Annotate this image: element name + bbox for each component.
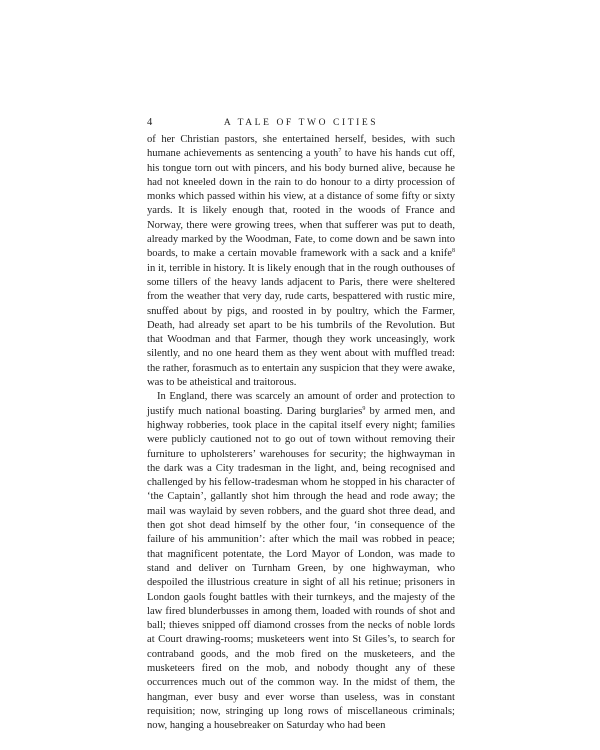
body-text xyxy=(147,133,455,733)
paragraph-1 xyxy=(147,133,455,390)
running-head xyxy=(147,116,455,130)
footnote-marker-9: 9 xyxy=(362,405,366,412)
page-number: 4 xyxy=(147,117,153,128)
footnote-marker-7: 7 xyxy=(338,148,342,155)
paragraph-2 xyxy=(147,390,455,733)
text-run: to have his hands cut off, his tongue torn out with pincers, and his body burned alive, because he had not kneeled down in the rain to do honour to a dirty procession of monks which passed within his view, at a distance of some fifty or sixty yards. It is likely enough that, rooted in the woods of France and Norway, there were growing trees, when that sufferer was put to death, already marked by the Woodman, Fate, to come down and be sawn into boards, to make a certain movable framework with a sack and a knife xyxy=(147,148,455,260)
text-run: In England, there was scarcely an amount of order and protection to justify much national boasting. Daring burglaries xyxy=(147,391,455,417)
footnote-marker-8: 8 xyxy=(452,248,455,255)
book-title: A TALE OF TWO CITIES xyxy=(223,118,379,128)
text-run: in it, terrible in history. It is likely enough that in the rough outhouses of some tillers of the heavy lands adjacent to Paris, there were sheltered from the weather that very day, rude carts, bespattered with rustic mire, snuffed about by pigs, and roosted in by poultry, which the Farmer, Death, had already set apart to be his tumbrils of the Revolution. But that Woodman and that Farmer, though they work unceasingly, work silently, and no one heard them as they went about with muffled tread: the rather, forasmuch as to entertain any suspicion that they were awake, was to be atheistical and traitorous. xyxy=(147,262,455,389)
text-run: of her Christian pastors, she entertained herself, besides, with such humane achievements as sentencing a youth xyxy=(147,134,455,160)
text-run: by armed men, and highway robberies, took place in the capital itself every night; families were publicly cautioned not to go out of town without removing their furniture to upholsterers’ warehouses for security; the highwayman in the dark was a City tradesman in the light, and, being recognised and challenged by his fellow-tradesman whom he stopped in his character of ‘the Captain’, gallantly shot him through the head and rode away; the mail was waylaid by seven robbers, and the guard shot three dead, and then got shot dead himself by the other four, ‘in consequence of the failure of his ammunition’: after which the mail was robbed in peace; that magnificent potentate, the Lord Mayor of London, was made to stand and deliver on Turnham Green, by one highwayman, who despoiled the illustrious creature in sight of all his retinue; prisoners in London gaols fought battles with their turnkeys, and the majesty of the law fired blunderbusses in among them, loaded with rounds of shot and ball; thieves snipped off diamond crosses from the necks of noble lords at Court drawing-rooms; musketeers went into St Giles’s, to search for contraband goods, and the mob fired on the musketeers, and the musketeers fired on the mob, and nobody thought any of these occurrences much out of the common way. In the midst of them, the hangman, ever busy and ever worse than useless, was in constant requisition; now, stringing up long rows of miscellaneous criminals; now, hanging a housebreaker on Saturday who had been xyxy=(147,405,455,732)
